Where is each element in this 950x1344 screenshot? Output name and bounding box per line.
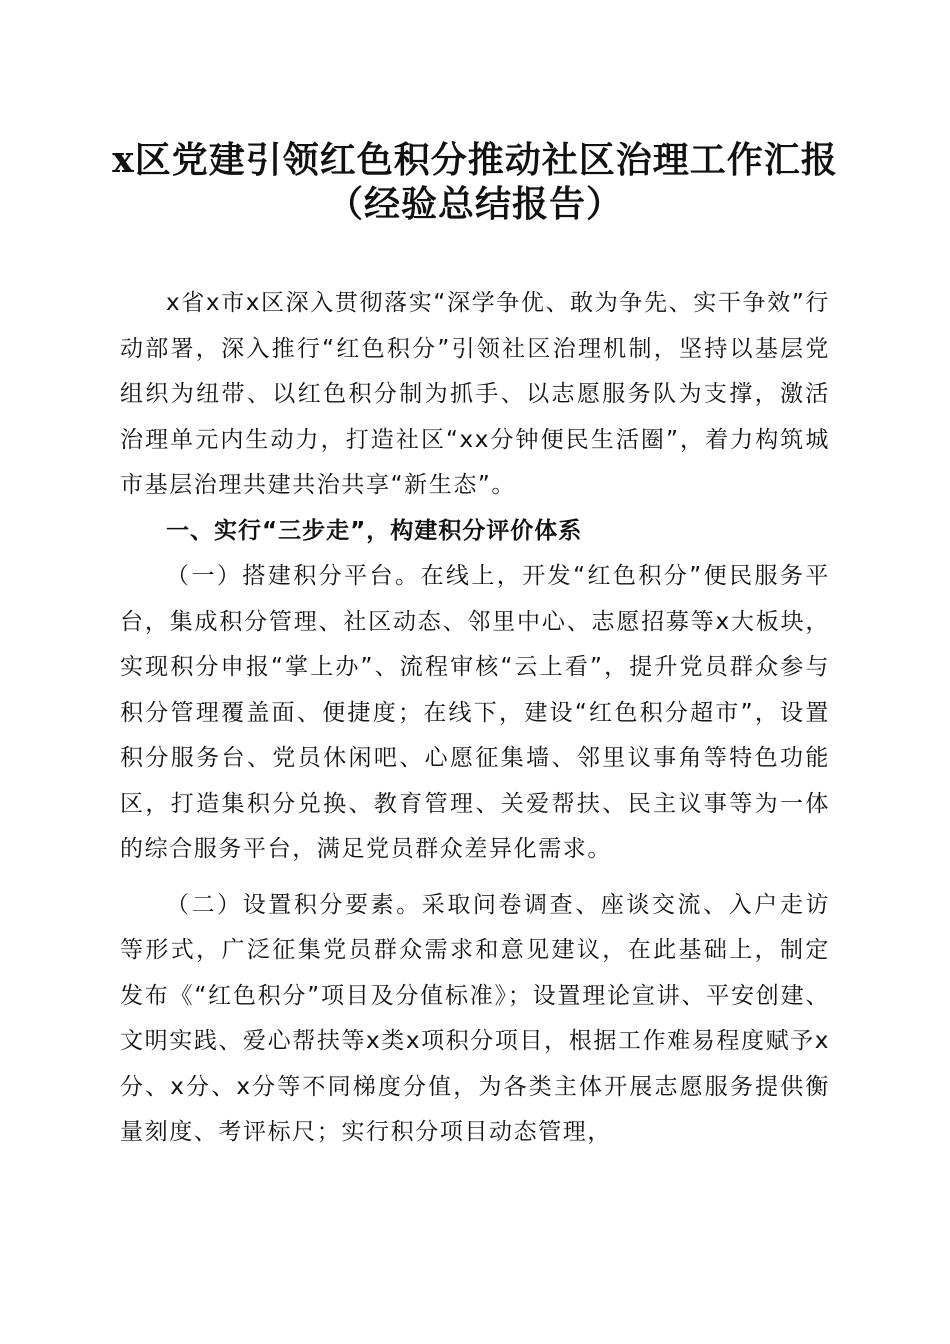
document-title: x区党建引领红色积分推动社区治理工作汇报 xyxy=(112,139,838,181)
intro-paragraph: x省x市x区深入贯彻落实“深学争优、敢为争先、实干争效”行动部署，深入推行“红色积分”引领社区治理机制，坚持以基层党组织为纽带、以红色积分制为抓手、以志愿服务队为支撑，激活治理单元内生动力，打造社区“xx分钟便民生活圈”，着力构筑城市基层治理共建共治共享“新生态”。 xyxy=(120,290,830,498)
section-heading: 一、实行“三步走”，构建积分评价体系 xyxy=(166,517,583,544)
document-subtitle: （经验总结报告） xyxy=(326,183,623,225)
document-body xyxy=(120,281,830,1156)
body-paragraph: （一）搭建积分平台。在线上，开发“红色积分”便民服务平台，集成积分管理、社区动态、邻里中心、志愿招募等x大板块，实现积分申报“掌上办”、流程审核“云上看”，提升党员群众参与积分管理覆盖面、便捷度；在线下，建设“红色积分超市”，设置积分服务台、党员休闲吧、心愿征集墙、邻里议事角等特色功能区，打造集积分兑换、教育管理、关爱帮扶、民主议事等为一体的综合服务平台，满足党员群众差异化需求。 xyxy=(120,563,830,862)
body-paragraph: （二）设置积分要素。采取问卷调查、座谈交流、入户走访等形式，广泛征集党员群众需求和意见建议，在此基础上，制定发布《“红色积分”项目及分值标准》；设置理论宣讲、平安创建、文明实践、爱心帮扶等x类x项积分项目，根据工作难易程度赋予x分、x分、x分等不同梯度分值，为各类主体开展志愿服务提供衡量刻度、考评标尺；实行积分项目动态管理， xyxy=(120,891,830,1145)
